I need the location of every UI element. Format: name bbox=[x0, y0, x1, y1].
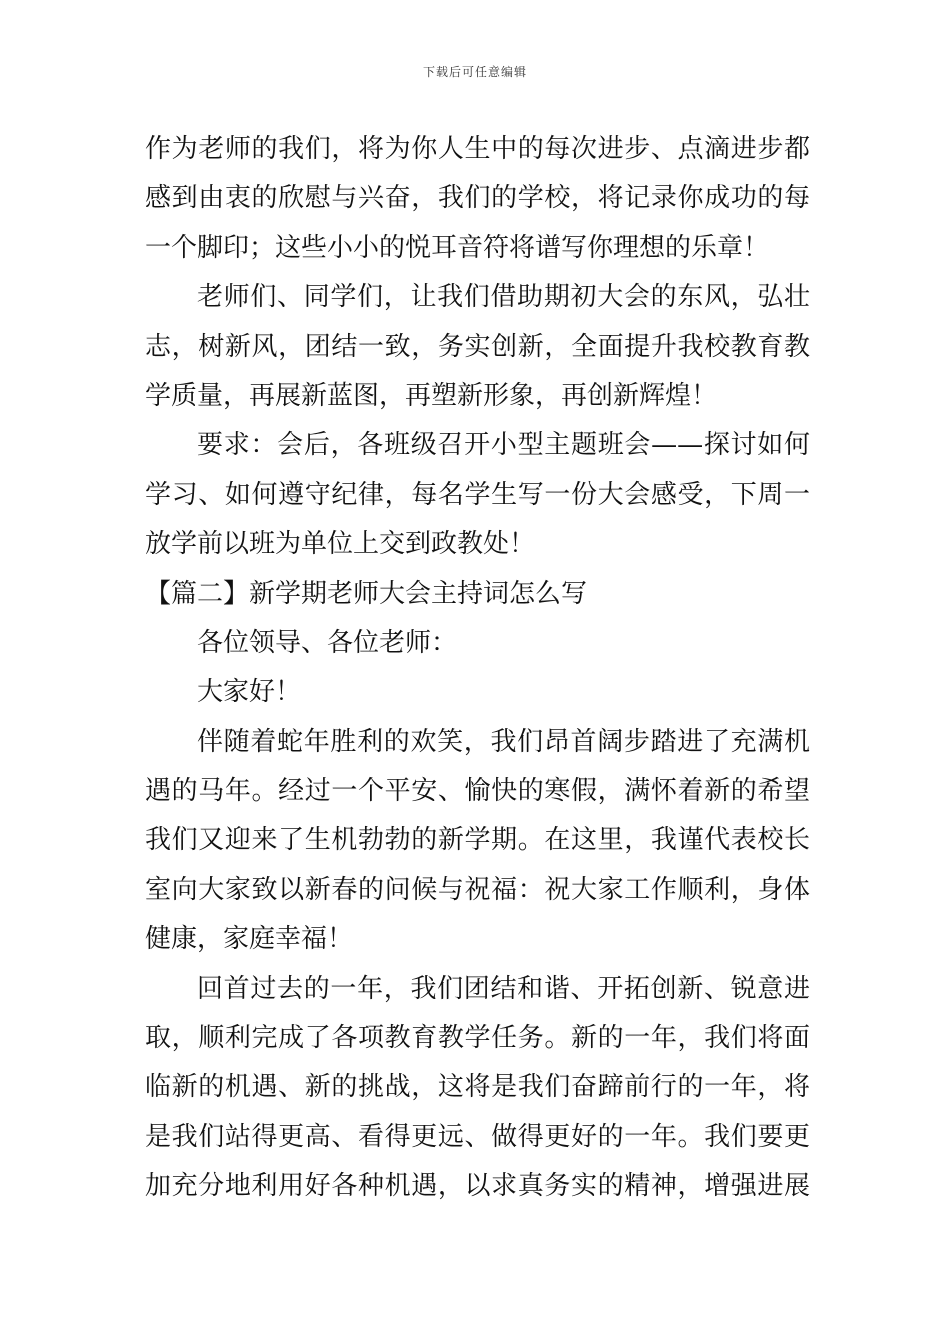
page-header: 下载后可任意编辑 bbox=[422, 65, 527, 79]
body-line: 放学前以班为单位上交到政教处！ bbox=[145, 529, 536, 560]
body-line: 取，顺利完成了各项教育教学任务。新的一年，我们将面 bbox=[145, 1023, 810, 1054]
body-line: 加充分地利用好各种机遇，以求真务实的精神，增强进展 bbox=[145, 1171, 810, 1202]
document-body bbox=[145, 125, 810, 1212]
body-line: 志，树新风，团结一致，务实创新，全面提升我校教育教 bbox=[145, 331, 810, 362]
body-line: 我们又迎来了生机勃勃的新学期。在这里，我谨代表校长 bbox=[145, 825, 810, 856]
body-line: 一个脚印；这些小小的悦耳音符将谱写你理想的乐章！ bbox=[145, 232, 770, 263]
body-line: 学质量，再展新蓝图，再塑新形象，再创新辉煌！ bbox=[145, 380, 718, 411]
paragraph-start-line: 老师们、同学们，让我们借助期初大会的东风，弘壮 bbox=[197, 282, 810, 313]
body-line: 健康，家庭幸福！ bbox=[145, 924, 354, 955]
paragraph-start-line: 回首过去的一年，我们团结和谐、开拓创新、锐意进 bbox=[197, 973, 810, 1004]
paragraph-start-line: 要求：会后，各班级召开小型主题班会——探讨如何 bbox=[197, 430, 810, 461]
body-line: 临新的机遇、新的挑战，这将是我们奋蹄前行的一年，将 bbox=[145, 1072, 810, 1103]
body-line: 遇的马年。经过一个平安、愉快的寒假，满怀着新的希望 bbox=[145, 776, 810, 807]
body-line: 学习、如何遵守纪律，每名学生写一份大会感受，下周一 bbox=[145, 479, 810, 510]
salutation-line: 各位领导、各位老师： bbox=[197, 627, 458, 658]
body-line: 感到由衷的欣慰与兴奋，我们的学校，将记录你成功的每 bbox=[145, 183, 810, 214]
section-heading: 【篇二】新学期老师大会主持词怎么写 bbox=[145, 578, 588, 609]
body-line: 室向大家致以新春的问候与祝福：祝大家工作顺利，身体 bbox=[145, 874, 810, 905]
body-line: 作为老师的我们，将为你人生中的每次进步、点滴进步都 bbox=[145, 134, 810, 164]
paragraph-start-line: 伴随着蛇年胜利的欢笑，我们昂首阔步踏进了充满机 bbox=[197, 726, 810, 757]
greeting-line: 大家好！ bbox=[197, 677, 302, 708]
body-line: 是我们站得更高、看得更远、做得更好的一年。我们要更 bbox=[145, 1121, 810, 1152]
